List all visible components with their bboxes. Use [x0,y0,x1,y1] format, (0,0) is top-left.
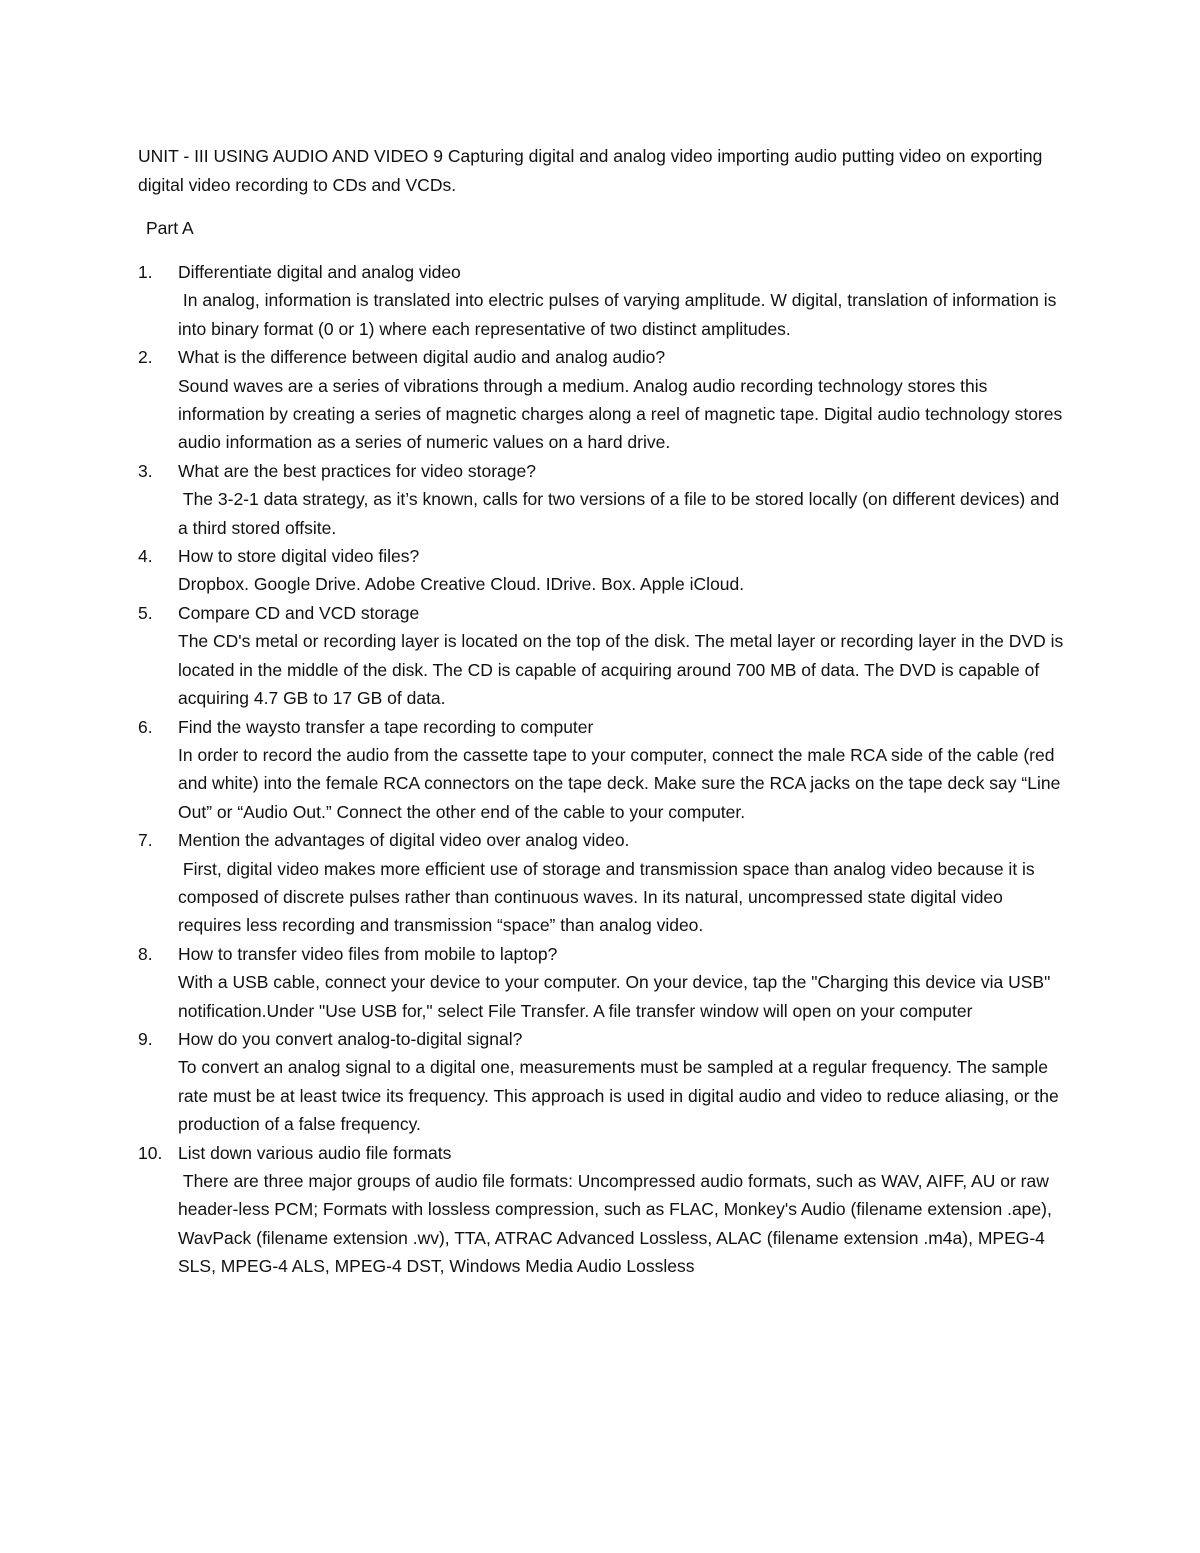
question-list [138,258,1068,1281]
question-text: Differentiate digital and analog video [178,262,461,282]
item-number: 9. [138,1028,153,1049]
list-item [138,542,1068,599]
part-label: Part A [146,218,194,238]
list-item [138,599,1068,713]
unit-heading: UNIT - III USING AUDIO AND VIDEO 9 Capturing digital and analog video importing audio putting video on exporting digital video recording to CDs and VCDs. [138,146,1043,195]
question-text: How to transfer video files from mobile to laptop? [178,943,558,964]
list-item [138,940,1068,1025]
list-item [138,826,1068,940]
item-number: 3. [138,460,153,481]
list-item [138,258,1068,343]
answer-text: With a USB cable, connect your device to your computer. On your device, tap the "Charging this device via USB" notification.Under "Use USB for," select File Transfer. A file transfer window will open on your computer [178,972,1056,1021]
list-item [138,343,1068,457]
list-item [138,1025,1068,1139]
question-text: How to store digital video files? [178,546,420,567]
question-text: Find the waysto transfer a tape recording to computer [178,716,594,737]
question-text: What is the difference between digital audio and analog audio? [178,347,666,368]
question-text: How do you convert analog-to-digital signal? [178,1028,523,1049]
answer-text: There are three major groups of audio file formats: Uncompressed audio formats, such as WAV, AIFF, AU or raw header-less PCM; Formats with lossless compression, such as FLAC, Monkey's Audio (filename extension .ape), WavPack (filename extension .wv), TTA, ATRAC Advanced Lossless, ALAC (filename extension .m4a), MPEG-4 SLS, MPEG-4 ALS, MPEG-4 DST, Windows Media Audio Lossless [178,1171,1057,1277]
list-item [138,713,1068,827]
answer-text: In order to record the audio from the cassette tape to your computer, connect the male RCA side of the cable (red and white) into the female RCA connectors on the tape deck. Make sure the RCA jacks on the tape deck say “Line Out” or “Audio Out.” Connect the other end of the cable to your computer. [178,744,1066,822]
answer-text: First, digital video makes more efficient use of storage and transmission space than analog video because it is composed of discrete pulses rather than continuous waves. In its natural, uncompressed state digital video requires less recording and transmission “space” than analog video. [178,858,1040,936]
answer-text: Sound waves are a series of vibrations through a medium. Analog audio recording technology stores this information by creating a series of magnetic charges along a reel of magnetic tape. Digital audio technology stores audio information as a series of numeric values on a hard drive. [178,375,1068,453]
item-number: 2. [138,347,153,368]
item-number: 6. [138,716,153,737]
answer-text: In analog, information is translated into electric pulses of varying amplitude. W digital, translation of information is into binary format (0 or 1) where each representative of two distinct amplitudes. [178,290,1062,339]
item-number: 10. [138,1142,163,1163]
item-number: 7. [138,830,153,851]
item-number: 8. [138,943,153,964]
question-text: What are the best practices for video storage? [178,460,536,481]
list-item [138,457,1068,542]
answer-text: The 3-2-1 data strategy, as it’s known, calls for two versions of a file to be stored locally (on different devices) and a third stored offsite. [178,489,1065,538]
item-number: 5. [138,602,153,623]
answer-text: To convert an analog signal to a digital one, measurements must be sampled at a regular frequency. The sample rate must be at least twice its frequency. This approach is used in digital audio and video to reduce aliasing, or the production of a false frequency. [178,1057,1064,1135]
question-text: Compare CD and VCD storage [178,602,420,623]
item-number: 4. [138,546,153,567]
question-text: List down various audio file formats [178,1142,452,1163]
answer-text: Dropbox. Google Drive. Adobe Creative Cloud. IDrive. Box. Apple iCloud. [178,574,745,595]
item-number: 1. [138,262,153,282]
list-item [138,1139,1068,1281]
answer-text: The CD's metal or recording layer is located on the top of the disk. The metal layer or recording layer in the DVD is located in the middle of the disk. The CD is capable of acquiring around 700 MB of data. The DVD is capable of acquiring 4.7 GB to 17 GB of data. [178,631,1069,709]
question-text: Mention the advantages of digital video over analog video. [178,830,630,851]
